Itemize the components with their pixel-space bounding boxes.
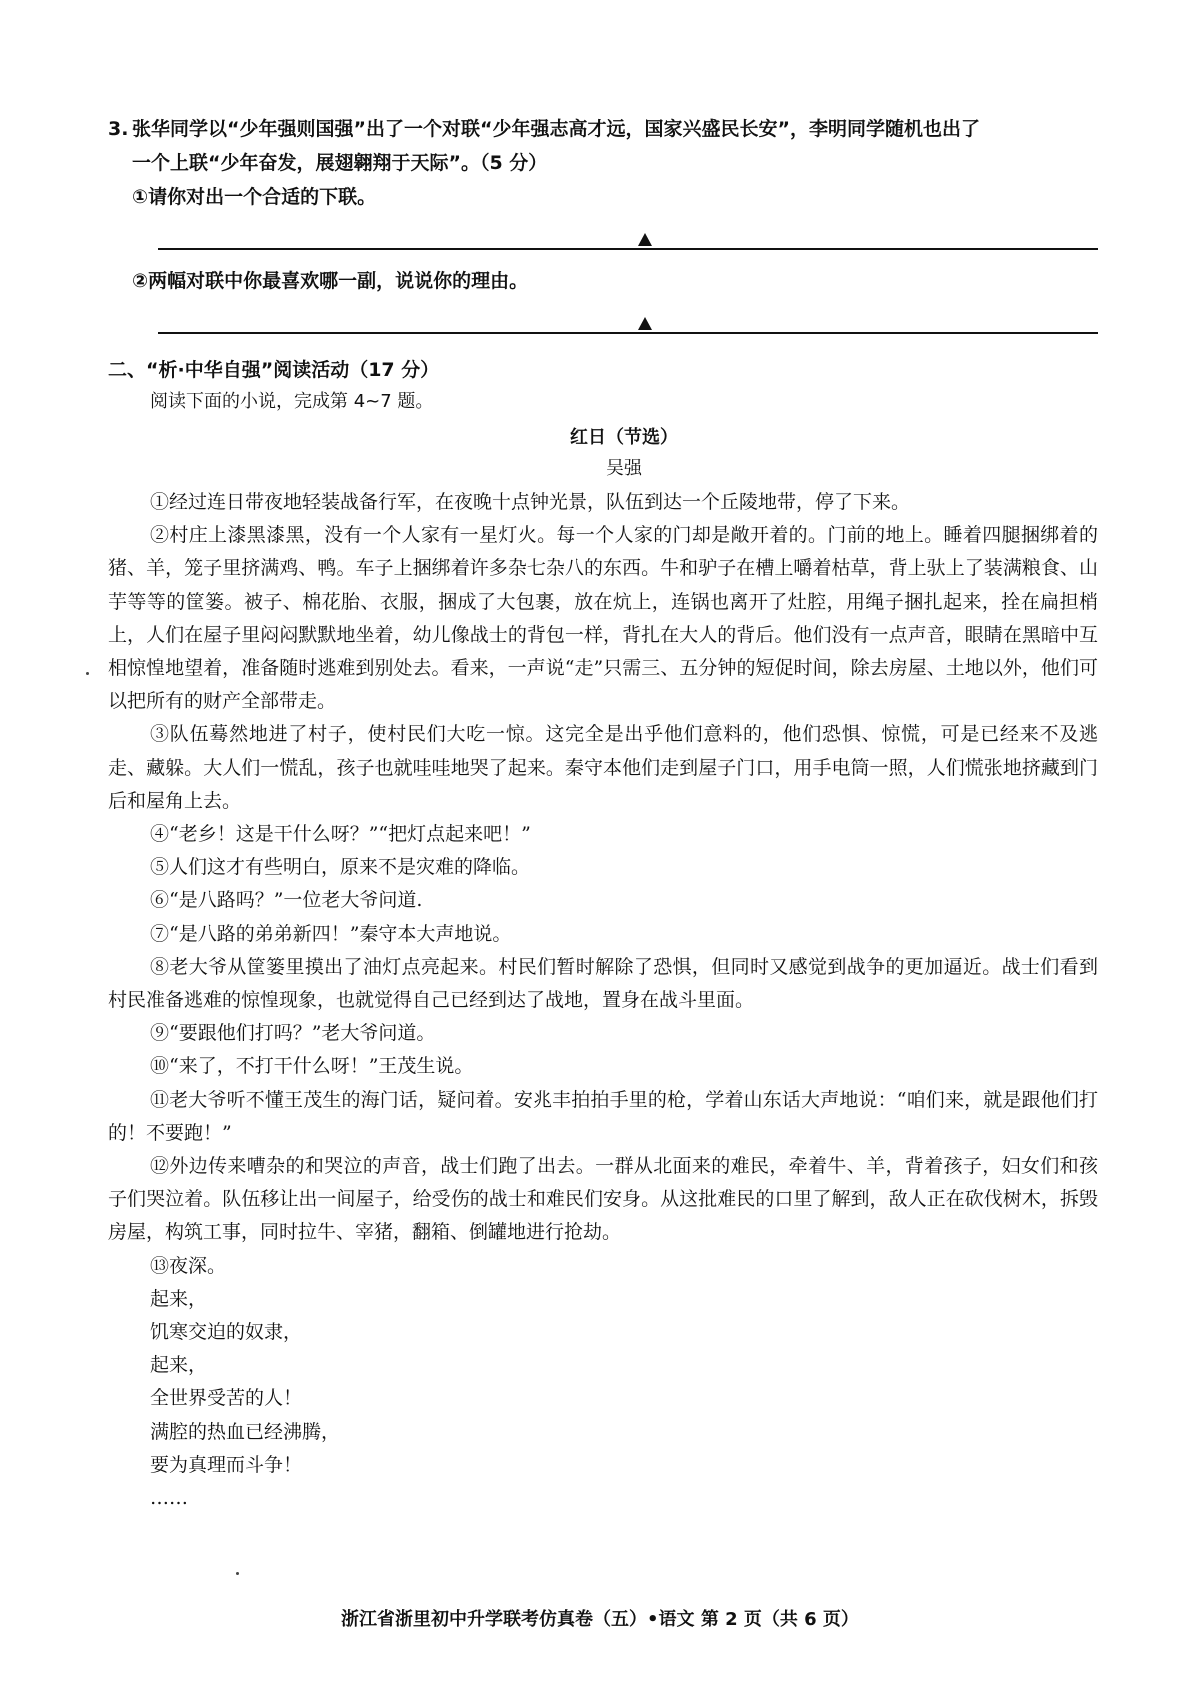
section-title: 二、“析·中华自强”阅读活动（17 分） <box>108 359 440 381</box>
page-footer: 浙江省浙里初中升学联考仿真卷（五）•语文 第 2 页（共 6 页） <box>341 1609 859 1630</box>
paragraph-4: ④“老乡！这是干什么呀？”“把灯点起来吧！” <box>150 823 531 846</box>
paragraph-6: ⑥“是八路吗？”一位老大爷问道. <box>150 889 423 912</box>
paragraph-11: ⑪老大爷听不懂王茂生的海门话，疑问着。安兆丰拍拍手里的枪，学着山东话大声地说：“咱们来，就是跟他们打的！不要跑！” <box>108 1088 1098 1144</box>
paragraph-7: ⑦“是八路的弟弟新四！”秦守本大声地说。 <box>150 922 512 945</box>
question-3 <box>108 112 1098 334</box>
paragraph-8: ⑧老大爷从筐篓里摸出了油灯点亮起来。村民们暂时解除了恐惧，但同时又感觉到战争的更加逼近。战士们看到村民准备逃难的惊惶现象，也就觉得自己已经到达了战地，置身在战斗里面。 <box>108 955 1098 1012</box>
poem-line: 满腔的热血已经沸腾， <box>150 1420 341 1443</box>
reading-instruction: 阅读下面的小说，完成第 4~7 题。 <box>150 391 434 412</box>
paragraph-12: ⑫外边传来嘈杂的和哭泣的声音，战士们跑了出去。一群从北面来的难民，牵着牛、羊，背着孩子，妇女们和孩子们哭泣着。队伍移让出一间屋子，给受伤的战士和难民们安身。从这批难民的口里了解到，敌人正在砍伐树木，拆毁房屋，构筑工事，同时拉牛、宰猪，翻箱、倒罐地进行抢劫。 <box>108 1155 1098 1244</box>
story-body <box>108 486 1098 1515</box>
paragraph-13: ⑬夜深。 <box>150 1254 227 1277</box>
section-2 <box>108 354 1098 1515</box>
answer-marker-triangle-icon <box>638 317 652 330</box>
sub-question-2: ②两幅对联中你最喜欢哪一副，说说你的理由。 <box>132 270 529 292</box>
question-number: 3. <box>108 118 129 140</box>
story-author: 吴强 <box>606 458 642 479</box>
poem-line: 饥寒交迫的奴隶， <box>150 1321 303 1344</box>
answer-line-1[interactable] <box>158 214 1098 250</box>
poem-line: 起来， <box>150 1287 208 1310</box>
paragraph-2: ②村庄上漆黑漆黑，没有一个人家有一星灯火。每一个人家的门却是敞开着的。门前的地上。睡着四腿捆绑着的猪、羊，笼子里挤满鸡、鸭。车子上捆绑着许多杂七杂八的东西。牛和驴子在槽上嚼着枯草，背上驮上了装满粮食、山芋等等的筐篓。被子、棉花胎、衣服，捆成了大包裹，放在炕上，连锅也离开了灶腔，用绳子捆扎起来，拴在扁担梢上，人们在屋子里闷闷默默地坐着，幼儿像战士的背包一样，背扎在大人的背后。他们没有一点声音，眼睛在黑暗中互相惊惶地望着，准备随时逃难到别处去。看来，一声说“走”只需三、五分钟的短促时间，除去房屋、土地以外，他们可以把所有的财产全部带走。 <box>108 524 1098 713</box>
question-3-stem <box>108 112 1098 146</box>
paragraph-9: ⑨“要跟他们打吗？”老大爷问道。 <box>150 1022 436 1045</box>
paragraph-1: ①经过连日带夜地轻装战备行军，在夜晚十点钟光景，队伍到达一个丘陵地带，停了下来。 <box>150 491 911 513</box>
poem-line: 要为真理而斗争！ <box>150 1453 303 1476</box>
answer-marker-triangle-icon <box>638 233 652 246</box>
question-3-line-1: 张华同学以“少年强则国强”出了一个对联“少年强志高才远，国家兴盛民长安”，李明同学随机也出了 <box>132 118 980 140</box>
scan-speck <box>236 1572 239 1575</box>
scan-speck <box>86 672 89 675</box>
paragraph-5: ⑤人们这才有些明白，原来不是灾难的降临。 <box>150 856 531 879</box>
answer-line-2[interactable] <box>158 298 1098 334</box>
poem-line: 全世界受苦的人！ <box>150 1387 303 1410</box>
paragraph-3: ③队伍蓦然地进了村子，使村民们大吃一惊。这完全是出乎他们意料的，他们恐惧、惊慌，可是已经来不及逃走、藏躲。大人们一慌乱，孩子也就哇哇地哭了起来。秦守本他们走到屋子门口，用手电筒一照，人们慌张地挤藏到门后和屋角上去。 <box>108 723 1098 812</box>
paragraph-10: ⑩“来了，不打干什么呀！”王茂生说。 <box>150 1055 474 1078</box>
question-3-line-2: 一个上联“少年奋发，展翅翱翔于天际”。（5 分） <box>132 152 548 174</box>
sub-question-1: ①请你对出一个合适的下联。 <box>132 186 377 208</box>
story-title: 红日（节选） <box>570 427 678 448</box>
poem-line: 起来， <box>150 1354 208 1377</box>
poem-ellipsis: …… <box>150 1487 188 1510</box>
